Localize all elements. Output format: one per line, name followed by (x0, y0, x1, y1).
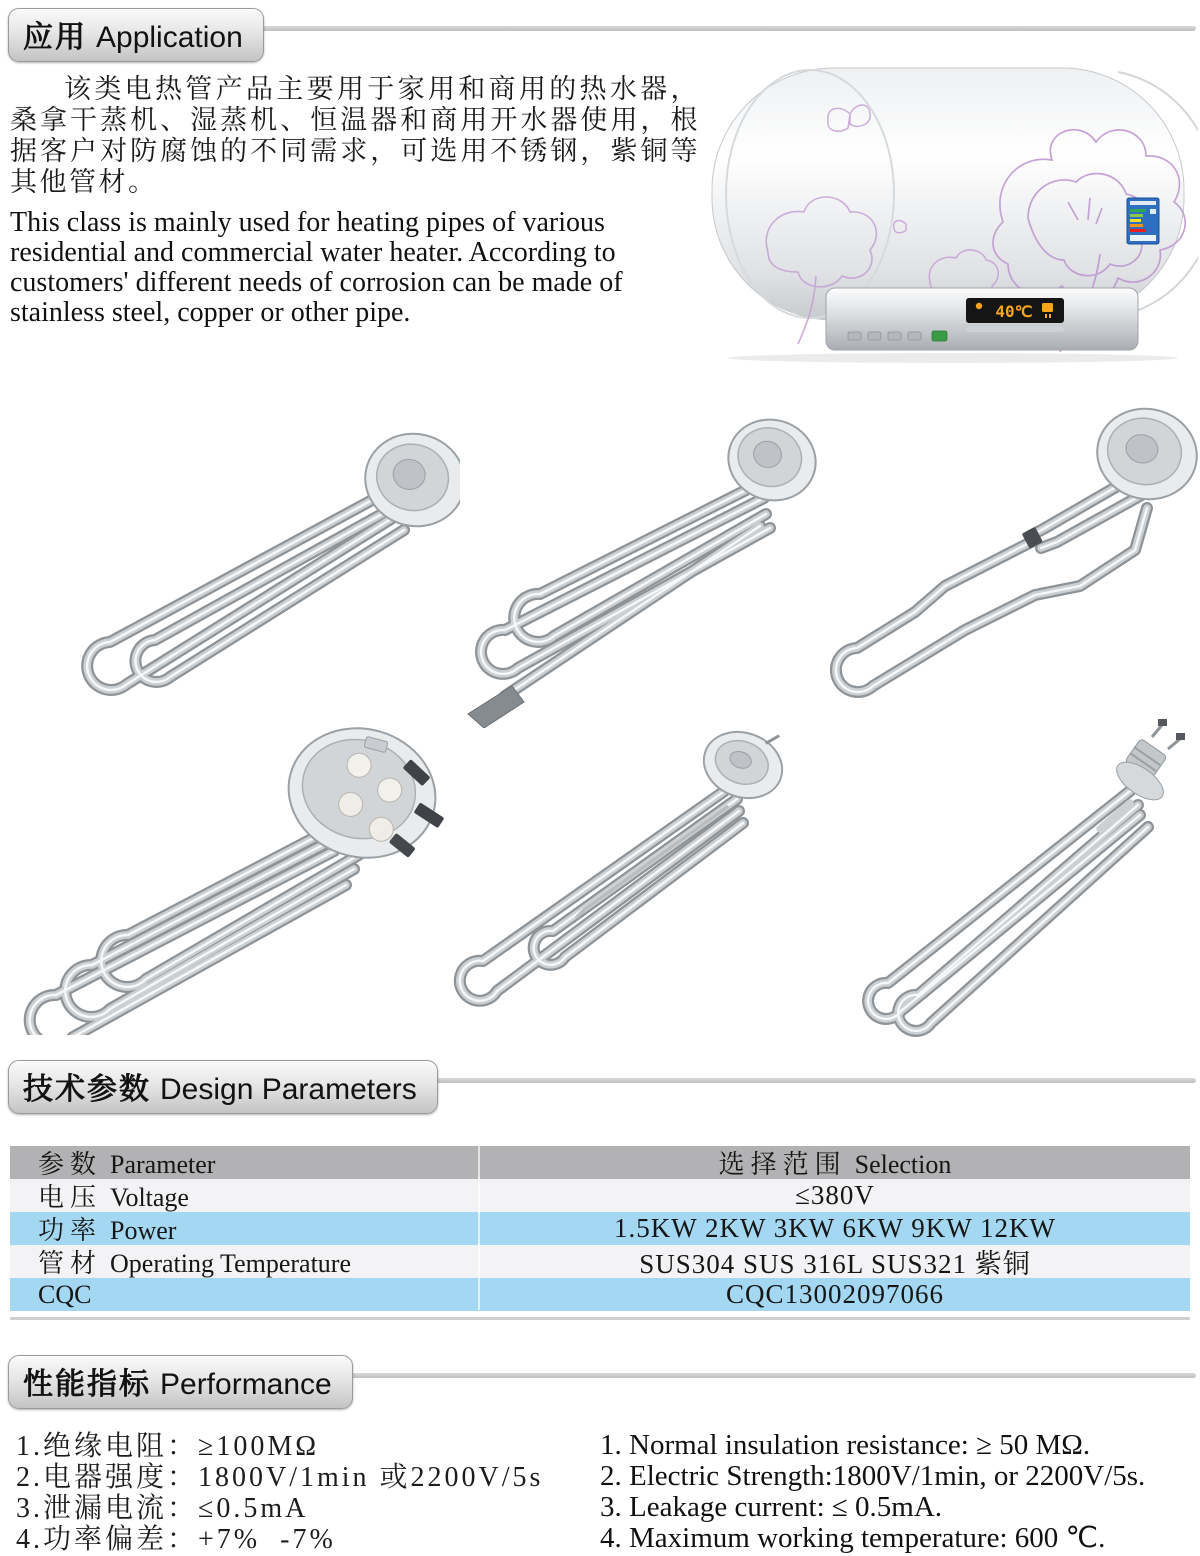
performance-item-en: 2. Electric Strength:1800V/1min, or 2200V/5s. (600, 1460, 1146, 1492)
application-paragraph-zh: 该类电热管产品主要用于家用和商用的热水器，桑拿干蒸机、湿蒸机、恒温器和商用开水器使用，根据客户对防腐蚀的不同需求，可选用不锈钢，紫铜等其他管材。 (10, 74, 700, 197)
application-title-zh: 应用 (23, 21, 87, 54)
performance-item-zh: 3.泄漏电流：≤0.5mA (16, 1493, 309, 1524)
application-title-en: Application (96, 21, 243, 54)
element2-tubes (468, 482, 770, 728)
application-paragraph-en: This class is mainly used for heating pipes of various residential and commercial water heater. According to customers' different needs of corrosion can be made of stainless steel, copper or other pipe. (10, 207, 623, 328)
design-parameters-table (10, 1146, 1190, 1311)
performance-section-header (8, 1355, 1200, 1401)
performance-title-en: Performance (160, 1368, 332, 1401)
design-parameters-section-header (8, 1060, 1200, 1106)
element4-tubes (30, 819, 362, 1035)
performance-item-zh: 4.功率偏差：+7% -7% (16, 1524, 336, 1555)
table-row-voltage: 电压 Voltage ≤380V (10, 1179, 1190, 1212)
table-bottom-rule (10, 1317, 1190, 1320)
table-row-material: 管材 Operating Temperature SUS304 SUS 316L SUS321 紫铜 (10, 1245, 1190, 1278)
performance-list-zh (16, 1431, 543, 1555)
energy-label (1127, 198, 1159, 244)
application-section-header (8, 8, 1200, 54)
table-header-row (10, 1146, 1190, 1179)
performance-item-zh: 1.绝缘电阻：≥100MΩ (16, 1431, 320, 1462)
table-value-voltage: ≤380V (795, 1180, 875, 1210)
performance-item-en: 3. Leakage current: ≤ 0.5mA. (600, 1491, 943, 1523)
heating-element-photo-6 (800, 695, 1200, 1040)
performance-item-en: 4. Maximum working temperature: 600 ℃. (600, 1522, 1106, 1554)
table-value-cqc: CQC13002097066 (725, 1279, 945, 1309)
table-value-material: SUS304 SUS 316L SUS321 紫铜 (639, 1249, 1031, 1279)
panel-slot (966, 327, 1064, 332)
table-header-selection: 选择范围 Selection (718, 1150, 952, 1179)
element5-anode-rod (577, 807, 727, 917)
design-parameters-title-zh: 技术参数 (23, 1073, 151, 1106)
application-title-pill (8, 8, 264, 62)
element1-tubes (87, 486, 404, 690)
performance-title-zh: 性能指标 (23, 1368, 151, 1401)
heater-body (712, 68, 1184, 320)
performance-item-en: 1. Normal insulation resistance: ≥ 50 MΩ. (600, 1429, 1091, 1461)
design-parameters-title-pill (8, 1060, 438, 1114)
heating-element-photo-5 (405, 703, 805, 1033)
table-row-cqc: CQC CQC13002097066 (10, 1278, 1190, 1311)
table-value-power: 1.5KW 2KW 3KW 6KW 9KW 12KW (614, 1213, 1056, 1243)
performance-list-en (600, 1430, 1145, 1554)
element5-tubes (460, 785, 743, 1001)
power-button (932, 331, 947, 341)
performance-item-zh: 2.电器强度：1800V/1min 或2200V/5s (16, 1462, 544, 1493)
table-header-parameter: 参数 Parameter (10, 1144, 480, 1181)
element3-tubes (836, 476, 1147, 692)
performance-title-pill (8, 1355, 353, 1409)
control-panel (826, 288, 1138, 350)
heating-element-photo-2 (420, 398, 820, 728)
water-heater-photo (698, 62, 1198, 364)
design-parameters-title-en: Design Parameters (160, 1073, 417, 1106)
element6-tubes (868, 791, 1148, 1031)
heater-shadow (728, 353, 1178, 363)
temperature-display-value: 40℃ (995, 302, 1033, 321)
heating-element-photo-3 (795, 390, 1200, 725)
table-row-power: 功率 Power 1.5KW 2KW 3KW 6KW 9KW 12KW (10, 1212, 1190, 1245)
heating-element-photo-1 (0, 392, 460, 722)
